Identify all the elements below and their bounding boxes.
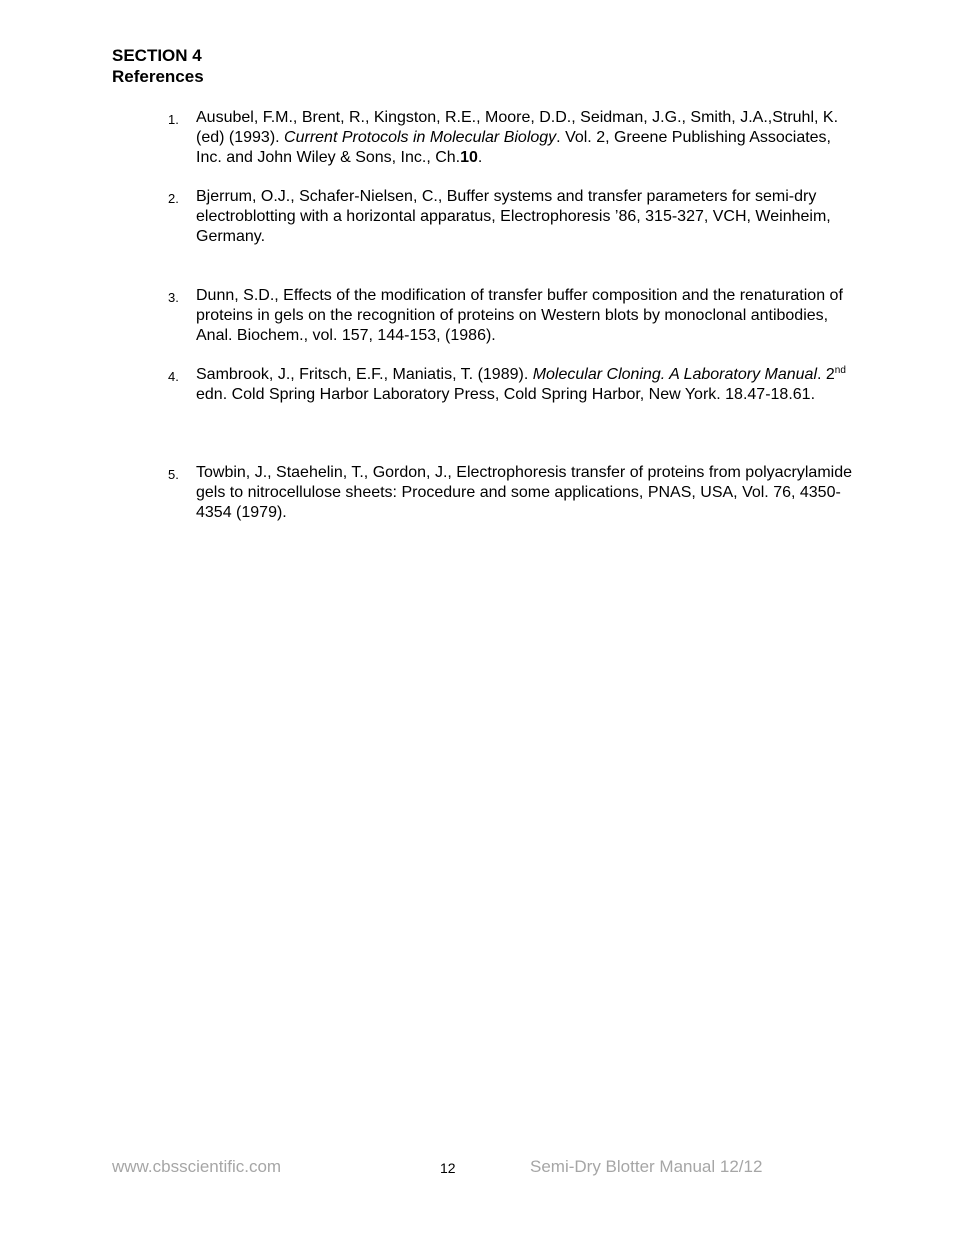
reference-number: 5.: [168, 467, 179, 482]
reference-number: 1.: [168, 112, 179, 127]
section-number: SECTION 4: [112, 46, 202, 65]
reference-text: Dunn, S.D., Effects of the modification of transfer buffer composition and the renaturation of proteins in gels on the recognition of proteins on Western blots by monoclonal antibodies, Anal. Biochem., vol. 157, 144-153, (1986).: [196, 287, 843, 344]
reference-text-part: . Vol. 2, Greene Publishing Associates, Inc. and John Wiley & Sons, Inc., Ch.: [196, 129, 831, 166]
section-heading: [112, 45, 204, 87]
reference-superscript: nd: [834, 365, 846, 376]
reference-title-italic: Molecular Cloning. A Laboratory Manual: [532, 366, 817, 383]
reference-text-part: Ausubel, F.M., Brent, R., Kingston, R.E., Moore, D.D., Seidman, J.G., Smith, J.A.,Struhl, K. (ed) (1993).: [196, 109, 839, 146]
reference-title-italic: Current Protocols in Molecular Biology: [284, 129, 557, 146]
reference-text-part: .: [477, 149, 483, 166]
footer-website: www.cbsscientific.com: [112, 1157, 282, 1176]
footer-manual-title: Semi-Dry Blotter Manual 12/12: [530, 1157, 763, 1176]
reference-text-part: . 2: [817, 366, 835, 383]
footer-page-number: 12: [440, 1160, 456, 1176]
section-title: References: [112, 67, 204, 86]
reference-chapter-bold: 10: [460, 149, 478, 166]
reference-text: Bjerrum, O.J., Schafer-Nielsen, C., Buffer systems and transfer parameters for semi-dry electroblotting with a horizontal apparatus, Electrophoresis ’86, 315-327, VCH, Weinheim, Germany.: [196, 188, 831, 245]
reference-text: [196, 108, 856, 168]
reference-text: [196, 365, 856, 405]
reference-text: Towbin, J., Staehelin, T., Gordon, J., Electrophoresis transfer of proteins from polyacrylamide gels to nitrocellulose sheets: Procedure and some applications, PNAS, USA, Vol. 76, 4350-4354 (1979).: [196, 464, 852, 521]
reference-number: 2.: [168, 191, 179, 206]
reference-number: 3.: [168, 290, 179, 305]
reference-number: 4.: [168, 369, 179, 384]
reference-text-part: Sambrook, J., Fritsch, E.F., Maniatis, T. (1989).: [196, 366, 533, 383]
reference-text-part: edn. Cold Spring Harbor Laboratory Press, Cold Spring Harbor, New York. 18.47-18.61.: [196, 386, 816, 403]
